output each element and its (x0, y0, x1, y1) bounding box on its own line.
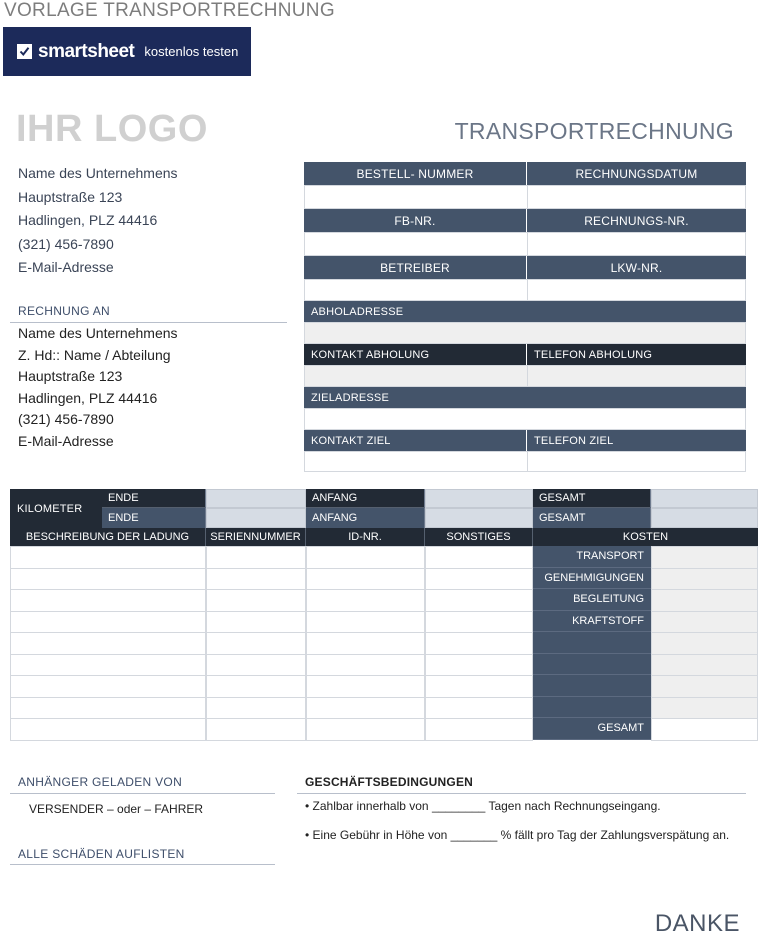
serial-number-cell[interactable] (206, 546, 306, 569)
serial-number-header: SERIENNUMMER (206, 528, 306, 546)
mileage-start-field[interactable] (425, 508, 533, 528)
mileage-total-field[interactable] (651, 508, 758, 528)
bill-to-heading: RECHNUNG AN (18, 304, 110, 318)
mileage-total-field[interactable] (651, 489, 758, 508)
smartsheet-check-icon (17, 44, 32, 59)
logo-placeholder: IHR LOGO (16, 108, 208, 150)
bill-to-attention[interactable]: Z. Hd:: Name / Abteilung (18, 346, 171, 363)
misc-cell[interactable] (425, 546, 533, 569)
company-email[interactable]: E-Mail-Adresse (18, 259, 114, 275)
cost-value-cell[interactable] (651, 632, 758, 655)
company-street[interactable]: Hauptstraße 123 (18, 188, 123, 205)
id-number-cell[interactable] (306, 697, 425, 720)
bill-to-phone[interactable]: (321) 456-7890 (18, 411, 114, 427)
damages-heading: ALLE SCHÄDEN AUFLISTEN (18, 847, 185, 861)
mileage-end-field[interactable] (206, 508, 306, 528)
invoice-number-header: RECHNUNGS-NR. (527, 209, 746, 232)
misc-cell[interactable] (425, 718, 533, 741)
pickup-phone-field[interactable] (527, 365, 746, 387)
misc-cell[interactable] (425, 632, 533, 655)
pickup-phone-header: TELEFON ABHOLUNG (527, 344, 746, 365)
destination-contact-header: KONTAKT ZIEL (304, 430, 527, 451)
order-number-header: BESTELL- NUMMER (304, 162, 527, 185)
bill-to-email[interactable]: E-Mail-Adresse (18, 432, 114, 449)
id-number-cell[interactable] (306, 546, 425, 569)
cargo-description-header: BESCHREIBUNG DER LADUNG (10, 528, 206, 546)
invoice-title: TRANSPORTRECHNUNG (454, 118, 734, 144)
misc-cell[interactable] (425, 654, 533, 677)
misc-cell[interactable] (425, 611, 533, 634)
serial-number-cell[interactable] (206, 654, 306, 677)
serial-number-cell[interactable] (206, 697, 306, 720)
id-number-header: ID-NR. (306, 528, 425, 546)
cost-value-cell[interactable] (651, 654, 758, 677)
destination-address-header: ZIELADRESSE (304, 387, 746, 408)
mileage-start-label: ANFANG (306, 489, 425, 508)
invoice-date-header: RECHNUNGSDATUM (527, 162, 746, 185)
mileage-total-label: GESAMT (533, 489, 651, 508)
cargo-description-cell[interactable] (10, 568, 206, 591)
terms-item: • Eine Gebühr in Höhe von _______ % fällt pro Tag der Zahlungsverspätung an. (305, 828, 730, 842)
cost-label: BEGLEITUNG (533, 589, 651, 611)
misc-header: SONSTIGES (425, 528, 533, 546)
divider (297, 793, 746, 794)
banner-cta: kostenlos testen (144, 44, 239, 59)
terms-item: • Zahlbar innerhalb von ________ Tagen nach Rechnungseingang. (305, 799, 661, 813)
cost-value-cell[interactable] (651, 675, 758, 698)
serial-number-cell[interactable] (206, 589, 306, 612)
destination-phone-field[interactable] (527, 451, 746, 472)
company-phone[interactable]: (321) 456-7890 (18, 235, 114, 252)
bill-to-company[interactable]: Name des Unternehmens (18, 325, 178, 341)
cost-value-cell[interactable] (651, 589, 758, 612)
cost-label: GESAMT (533, 718, 651, 740)
misc-cell[interactable] (425, 589, 533, 612)
cost-value-cell[interactable] (651, 546, 758, 569)
mileage-start-label: ANFANG (306, 508, 425, 528)
invoice-number-field[interactable] (527, 232, 746, 256)
id-number-cell[interactable] (306, 654, 425, 677)
thank-you: DANKE (654, 910, 740, 937)
cost-label (533, 675, 651, 697)
cost-label: KRAFTSTOFF (533, 611, 651, 633)
id-number-cell[interactable] (306, 675, 425, 698)
truck-number-field[interactable] (527, 279, 746, 301)
pickup-address-header: ABHOLADRESSE (304, 301, 746, 322)
cargo-description-cell[interactable] (10, 718, 206, 741)
truck-number-header: LKW-NR. (527, 256, 746, 279)
operator-field[interactable] (304, 279, 528, 301)
mileage-total-label: GESAMT (533, 508, 651, 528)
serial-number-cell[interactable] (206, 675, 306, 698)
operator-header: BETREIBER (304, 256, 527, 279)
mileage-label: KILOMETER (10, 489, 102, 528)
serial-number-cell[interactable] (206, 718, 306, 741)
cost-label (533, 654, 651, 676)
serial-number-cell[interactable] (206, 568, 306, 591)
cargo-description-cell[interactable] (10, 611, 206, 634)
divider (10, 864, 275, 865)
terms-heading: GESCHÄFTSBEDINGUNGEN (305, 775, 474, 789)
cost-label: GENEHMIGUNGEN (533, 568, 651, 590)
misc-cell[interactable] (425, 568, 533, 591)
fb-number-field[interactable] (304, 232, 528, 256)
misc-cell[interactable] (425, 675, 533, 698)
pickup-contact-field[interactable] (304, 365, 528, 387)
costs-header: KOSTEN (533, 528, 758, 546)
cost-value-cell[interactable] (651, 718, 758, 741)
cost-label (533, 632, 651, 654)
id-number-cell[interactable] (306, 611, 425, 634)
serial-number-cell[interactable] (206, 632, 306, 655)
cargo-description-cell[interactable] (10, 546, 206, 569)
cost-value-cell[interactable] (651, 611, 758, 634)
destination-phone-header: TELEFON ZIEL (527, 430, 746, 451)
invoice-date-field[interactable] (527, 185, 746, 209)
smartsheet-banner[interactable] (3, 27, 251, 76)
bill-to-city[interactable]: Hadlingen, PLZ 44416 (18, 389, 158, 406)
id-number-cell[interactable] (306, 718, 425, 741)
mileage-end-label: ENDE (102, 489, 206, 508)
misc-cell[interactable] (425, 697, 533, 720)
cost-label (533, 697, 651, 719)
cargo-description-cell[interactable] (10, 697, 206, 720)
cost-value-cell[interactable] (651, 697, 758, 720)
fb-number-header: FB-NR. (304, 209, 527, 232)
pickup-contact-header: KONTAKT ABHOLUNG (304, 344, 527, 365)
pickup-address-field[interactable] (304, 322, 746, 344)
id-number-cell[interactable] (306, 632, 425, 655)
mileage-end-label: ENDE (102, 508, 206, 528)
bill-to-block (18, 323, 178, 452)
id-number-cell[interactable] (306, 589, 425, 612)
trailer-loaded-value[interactable]: VERSENDER – oder – FAHRER (29, 802, 204, 816)
cargo-description-cell[interactable] (10, 654, 206, 677)
serial-number-cell[interactable] (206, 611, 306, 634)
company-city[interactable]: Hadlingen, PLZ 44416 (18, 212, 158, 228)
mileage-end-field[interactable] (206, 489, 306, 508)
divider (10, 793, 275, 794)
cost-value-cell[interactable] (651, 568, 758, 591)
bill-to-street[interactable]: Hauptstraße 123 (18, 368, 123, 384)
destination-address-field[interactable] (304, 408, 746, 430)
document-title: VORLAGE TRANSPORTRECHNUNG (4, 0, 335, 21)
mileage-start-field[interactable] (425, 489, 533, 508)
company-name[interactable]: Name des Unternehmens (18, 165, 178, 181)
cargo-description-cell[interactable] (10, 675, 206, 698)
banner-brand: smartsheet (38, 40, 135, 62)
destination-contact-field[interactable] (304, 451, 528, 472)
cargo-description-cell[interactable] (10, 589, 206, 612)
cost-label: TRANSPORT (533, 546, 651, 568)
company-info (18, 162, 178, 280)
cargo-description-cell[interactable] (10, 632, 206, 655)
trailer-loaded-heading: ANHÄNGER GELADEN VON (18, 775, 183, 789)
id-number-cell[interactable] (306, 568, 425, 591)
order-number-field[interactable] (304, 185, 528, 209)
